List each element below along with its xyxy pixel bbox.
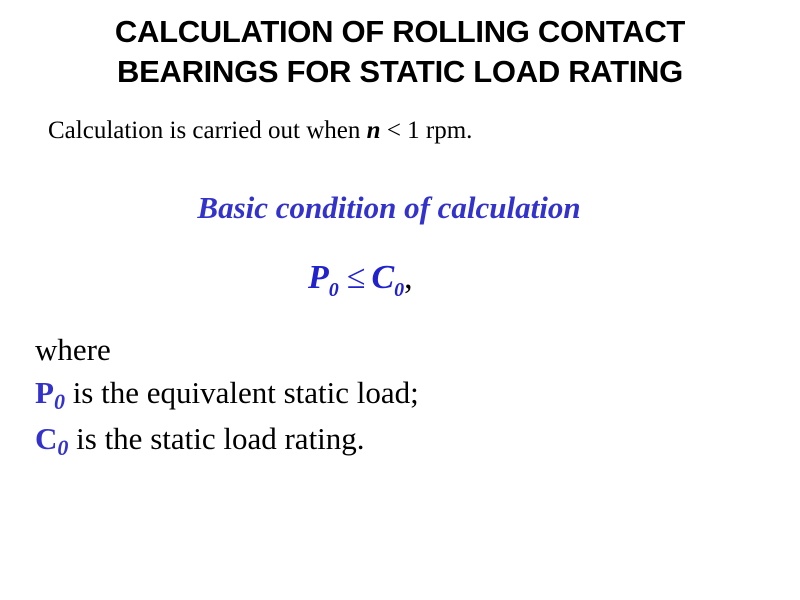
formula-operator: ≤ bbox=[346, 259, 366, 296]
formula-rhs-symbol: C bbox=[371, 259, 395, 296]
intro-text-before: Calculation is carried out when bbox=[48, 117, 367, 144]
slide-title-line-1: CALCULATION OF ROLLING CONTACT bbox=[114, 14, 686, 49]
definitions-block bbox=[35, 328, 419, 463]
definition-item bbox=[35, 417, 419, 463]
definition-text: is the static load rating. bbox=[68, 421, 365, 456]
rotation-speed-variable: n bbox=[366, 117, 381, 144]
definition-symbol: C bbox=[35, 421, 58, 456]
formula-rhs-subscript: 0 bbox=[394, 279, 405, 301]
basic-condition-heading: Basic condition of calculation bbox=[197, 190, 581, 225]
formula-lhs-subscript: 0 bbox=[328, 279, 339, 301]
formula-trailing-comma: , bbox=[404, 259, 413, 296]
definition-symbol: P bbox=[35, 375, 54, 410]
definition-item bbox=[35, 371, 419, 417]
definition-text: is the equivalent static load; bbox=[64, 375, 419, 410]
static-load-condition-formula bbox=[308, 255, 413, 305]
slide-title-line-2: BEARINGS FOR STATIC LOAD RATING bbox=[117, 54, 683, 89]
slide-title bbox=[0, 12, 800, 92]
intro-text-after: < 1 rpm. bbox=[380, 117, 473, 144]
definition-subscript: 0 bbox=[53, 389, 65, 414]
formula-lhs-symbol: P bbox=[308, 259, 329, 296]
definition-subscript: 0 bbox=[57, 435, 69, 460]
where-label: where bbox=[35, 332, 111, 367]
intro-statement bbox=[48, 114, 472, 148]
